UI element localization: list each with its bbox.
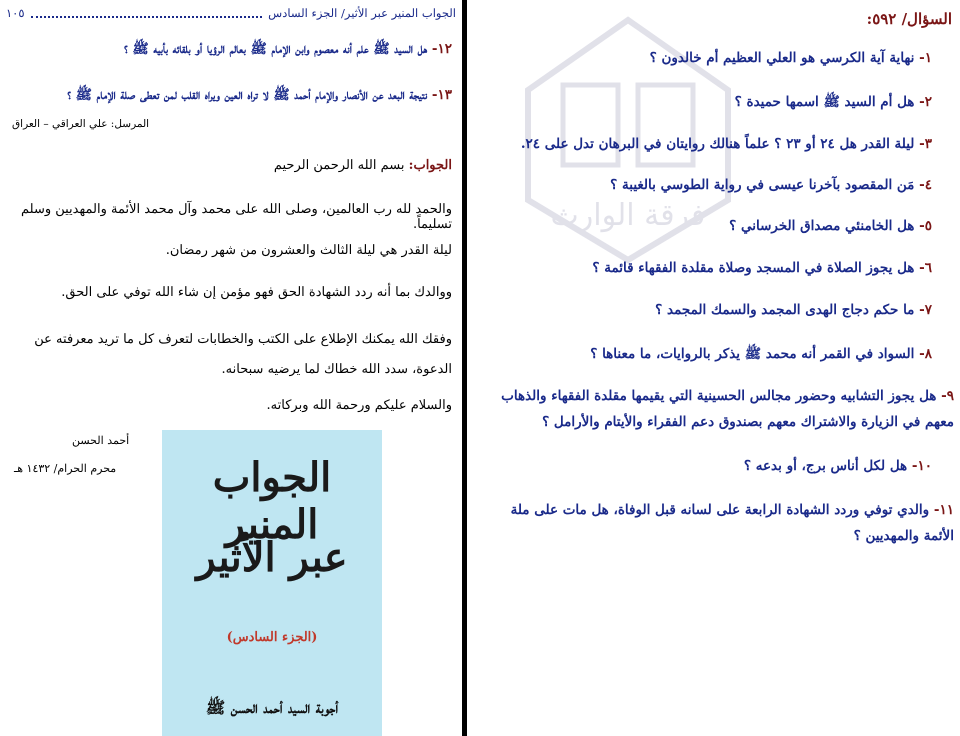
signature-name: أحمد الحسن	[72, 434, 130, 447]
question-item-11: ١١- والدي توفي وردد الشهادة الرابعة على لسانه قبل الوفاة، هل مات على ملة الأئمة والمهديين ؟	[510, 502, 954, 544]
page-divider	[462, 0, 467, 736]
question-item-12: ١٢- هل السيد ﷺ علم أنه معصوم وابن الإمام ﷺ بعالم الرؤيا أو بلقائه بأبيه ﷺ ؟	[123, 41, 452, 57]
book-title-line1: الجواب المنير	[212, 454, 332, 548]
answer-line-5: والسلام عليكم ورحمة الله وبركاته.	[266, 398, 452, 413]
answer-line-3: ووالدك بما أنه ردد الشهادة الحق فهو مؤمن إن شاء الله توفي على الحق.	[61, 285, 452, 300]
running-header	[6, 6, 456, 20]
header-title: الجواب المنير عبر الأثير/ الجزء السادس	[268, 6, 456, 20]
signature-date: محرم الحرام/ ١٤٣٢ هـ	[14, 462, 117, 475]
book-part: (الجزء السادس)	[226, 630, 318, 645]
book-author: أجوبة السيد أحمد الحسن ﷺ	[205, 698, 339, 717]
watermark-text: فرقة الوارث	[550, 198, 706, 233]
question-item-7: ٧- ما حكم دجاج الهدى المجمد والسمك المجمد ؟	[655, 302, 932, 318]
sender-line: المرسل: علي العراقي – العراق	[12, 118, 150, 130]
question-item-3: ٣- ليلة القدر هل ٢٤ أو ٢٣ ؟ علماً هنالك روايتان في البرهان تدل على ٢٤.	[520, 136, 932, 152]
question-item-4: ٤- مَن المقصود بآخرنا عيسى في رواية الطوسي بالغيبة ؟	[610, 177, 932, 193]
question-item-10: ١٠- هل لكل أناس برج، أو بدعه ؟	[743, 458, 932, 474]
question-item-8: ٨- السواد في القمر أنه محمد ﷺ يذكر بالروايات، ما معناها ؟	[590, 346, 932, 362]
book-cover	[162, 430, 382, 736]
question-item-6: ٦- هل يجوز الصلاة في المسجد وصلاة مقلدة الفقهاء قائمة ؟	[592, 260, 932, 276]
page-number: ١٠٥	[6, 6, 25, 20]
question-item-2: ٢- هل أم السيد ﷺ اسمها حميدة ؟	[734, 94, 932, 110]
question-number-title: السؤال/ ٥٩٢:	[866, 10, 952, 28]
answer-line-4: وفقك الله يمكنك الإطلاع على الكتب والخطابات لتعرف كل ما تريد معرفته عن الدعوة، سدد الله خطاك لما يرضيه سبحانه.	[34, 332, 452, 377]
left-page	[0, 0, 462, 736]
book-title-line2: عبر الأثير	[196, 534, 348, 581]
header-dots	[31, 8, 263, 18]
question-item-5: ٥- هل الخامنئي مصداق الخرساني ؟	[729, 218, 932, 234]
answer-label: الجواب:	[408, 158, 452, 173]
question-item-9: ٩- هل يجوز التشابيه وحضور مجالس الحسينية التي يقيمها مقلدة الفقهاء والذهاب معهم في الزيارة والاشتراك معهم بصندوق دعم الفقراء والأيتام والأرامل ؟	[501, 388, 954, 430]
answer-bismillah: الجواب: بسم الله الرحمن الرحيم	[273, 158, 452, 173]
question-item-1: ١- نهاية آية الكرسي هو العلي العظيم أم خالدون ؟	[649, 50, 932, 66]
answer-line-1: والحمد لله رب العالمين، وصلى الله على محمد وآل محمد الأئمة والمهديين وسلم تسليماً.	[20, 202, 452, 232]
right-page	[468, 0, 960, 736]
answer-line-2: ليلة القدر هي ليلة الثالث والعشرون من شهر رمضان.	[165, 243, 452, 258]
question-item-13: ١٣- نتيجة البعد عن الأنصار والإمام أحمد ﷺ لا تراه العين ويراه القلب لمن تعطى صلة الإمام ﷺ ؟	[67, 87, 452, 103]
